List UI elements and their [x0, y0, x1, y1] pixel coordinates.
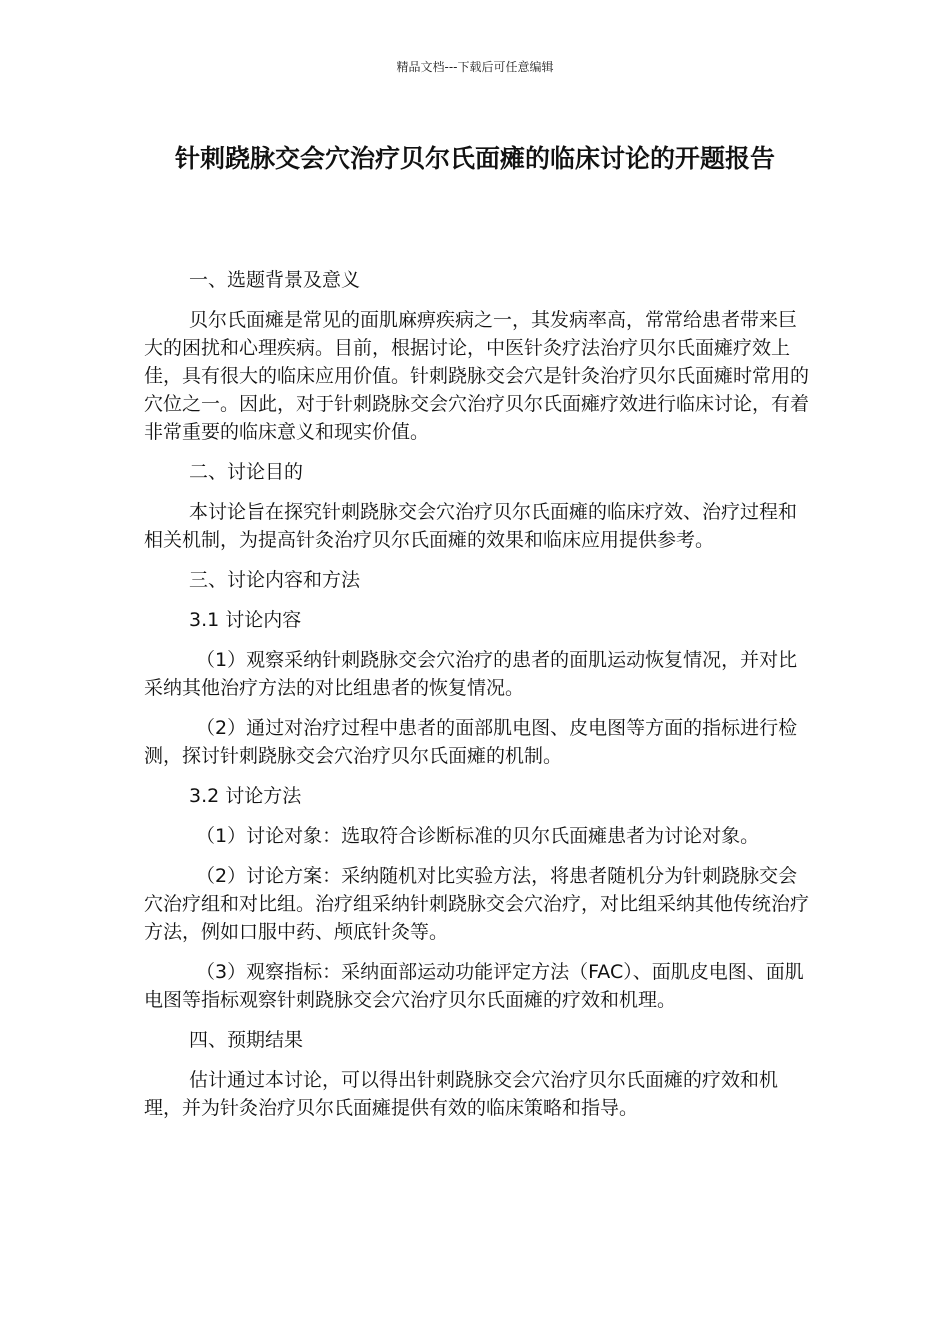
- section-4-paragraph: 估计通过本讨论，可以得出针刺跷脉交会穴治疗贝尔氏面瘫的疗效和机理，并为针灸治疗贝尔氏面瘫提供有效的临床策略和指导。: [144, 1069, 779, 1119]
- page-title: 针刺跷脉交会穴治疗贝尔氏面瘫的临床讨论的开题报告: [174, 144, 775, 173]
- subsection-3-1-heading: 3.1 讨论内容: [189, 609, 302, 631]
- subsection-3-2-item-2: （2）讨论方案：采纳随机对比实验方法，将患者随机分为针刺跷脉交会穴治疗组和对比组。治疗组采纳针刺跷脉交会穴治疗，对比组采纳其他传统治疗方法，例如口服中药、颅底针灸等。: [144, 865, 810, 943]
- subsection-3-2-item-1: （1）讨论对象：选取符合诊断标准的贝尔氏面瘫患者为讨论对象。: [196, 825, 760, 847]
- section-1-heading: 一、选题背景及意义: [189, 269, 361, 291]
- subsection-3-2-item-3: （3）观察指标：采纳面部运动功能评定方法（FAC）、面肌皮电图、面肌电图等指标观察针刺跷脉交会穴治疗贝尔氏面瘫的疗效和机理。: [144, 961, 804, 1011]
- section-4-heading: 四、预期结果: [189, 1029, 304, 1051]
- document-body: [144, 266, 814, 1134]
- header-note: 精品文档---下载后可任意编辑: [396, 60, 554, 74]
- section-3-heading: 三、讨论内容和方法: [189, 569, 361, 591]
- subsection-3-1-item-1: （1）观察采纳针刺跷脉交会穴治疗的患者的面肌运动恢复情况，并对比采纳其他治疗方法的对比组患者的恢复情况。: [144, 649, 798, 699]
- section-2-paragraph: 本讨论旨在探究针刺跷脉交会穴治疗贝尔氏面瘫的临床疗效、治疗过程和相关机制，为提高针灸治疗贝尔氏面瘫的效果和临床应用提供参考。: [144, 501, 798, 551]
- subsection-3-2-heading: 3.2 讨论方法: [189, 785, 302, 807]
- section-2-heading: 二、讨论目的: [189, 461, 304, 483]
- subsection-3-1-item-2: （2）通过对治疗过程中患者的面部肌电图、皮电图等方面的指标进行检测，探讨针刺跷脉交会穴治疗贝尔氏面瘫的机制。: [144, 717, 798, 767]
- section-1-paragraph: 贝尔氏面瘫是常见的面肌麻痹疾病之一，其发病率高，常常给患者带来巨大的困扰和心理疾病。目前，根据讨论，中医针灸疗法治疗贝尔氏面瘫疗效上佳，具有很大的临床应用价值。针刺跷脉交会穴是针灸治疗贝尔氏面瘫时常用的穴位之一。因此，对于针刺跷脉交会穴治疗贝尔氏面瘫疗效进行临床讨论，有着非常重要的临床意义和现实价值。: [144, 309, 810, 443]
